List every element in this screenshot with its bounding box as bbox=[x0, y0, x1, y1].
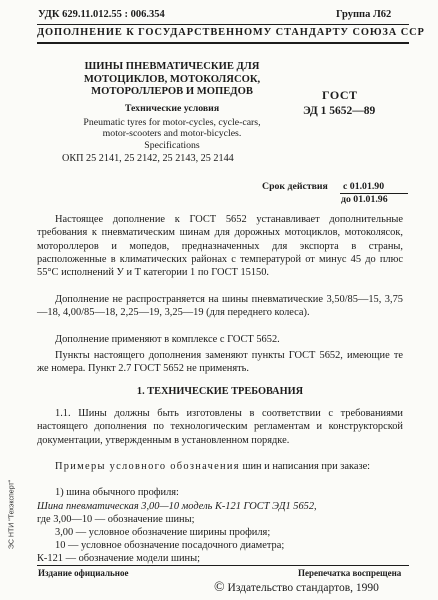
examples-spaced: Примеры условного обозначения bbox=[55, 461, 240, 472]
title-line-3: МОТОРОЛЛЕРОВ И МОПЕДОВ bbox=[91, 86, 253, 97]
examples-rest: шин и написания при заказе: bbox=[239, 461, 371, 472]
title-en-line-2: motor-scooters and motor-bicycles. bbox=[102, 128, 242, 140]
intro-paragraph-2: Дополнение не распространяется на шины пневматические 3,50/85—15, 3,75—18, 4,00/85—18, 2,25—19, 3,25—19 (для переднего колеса). bbox=[37, 294, 403, 319]
edition-label: Издание официальное bbox=[38, 568, 129, 578]
validity-to: до 01.01.96 bbox=[341, 194, 388, 205]
title-en-line-1: Pneumatic tyres for motor-cycles, cycle-cars, bbox=[83, 117, 261, 128]
example-designation: Шина пневматическая 3,00—10 модель К-121 ГОСТ ЭД1 5652, bbox=[37, 501, 317, 512]
section-paragraph-1: 1.1. Шины должны быть изготовлены в соответствии с требованиями настоящего дополнения по технологическим регламентам и конструкторской документации, утвержденным в установленном порядке. bbox=[37, 408, 403, 446]
title-line-1: ШИНЫ ПНЕВМАТИЧЕСКИЕ ДЛЯ bbox=[84, 61, 260, 72]
reprint-notice: Перепечатка воспрещена bbox=[298, 568, 402, 578]
gost-label: ГОСТ bbox=[322, 88, 358, 102]
item-1: 1) шина обычного профиля: bbox=[55, 487, 179, 498]
header-rule-top bbox=[37, 24, 409, 25]
copyright-text: Издательство стандартов, 1990 bbox=[227, 582, 379, 594]
example-line-b: 10 — условное обозначение посадочного диаметра; bbox=[55, 540, 285, 551]
intro-paragraph-3: Дополнение применяют в комплексе с ГОСТ 5652. bbox=[55, 334, 280, 345]
copyright-symbol: © bbox=[214, 580, 225, 595]
okp-codes: ОКП 25 2141, 25 2142, 25 2143, 25 2144 bbox=[62, 153, 234, 164]
title-en-line-3: Specifications bbox=[144, 139, 200, 151]
example-line-c: К-121 — обозначение модели шины; bbox=[37, 553, 200, 564]
intro-paragraph-1: Настоящее дополнение к ГОСТ 5652 устанавливает дополнительные требования к пневматическим шинам для дорожных мотоциклов, мотоколясок, мотороллеров и мопедов, предназначенных для экспорта в страны, расположенные в климатических районах с температурой от минус 45 до плюс 55°С исполнений У и Т категории 1 по ГОСТ 15150. bbox=[37, 214, 403, 279]
copyright-line bbox=[214, 580, 379, 596]
intro-paragraph-4: Пункты настоящего дополнения заменяют пункты ГОСТ 5652, имеющие те же номера. Пункт 2.7 ГОСТ 5652 не применять. bbox=[37, 350, 403, 375]
side-stamp: ЭС НТИ "Техэксперт" bbox=[8, 479, 16, 550]
example-line-a: 3,00 — условное обозначение ширины профиля; bbox=[55, 527, 271, 538]
gost-number: ЭД 1 5652—89 bbox=[303, 105, 376, 117]
header-rule-bottom bbox=[37, 42, 409, 44]
examples-heading bbox=[37, 460, 403, 473]
example-where: где 3,00—10 — обозначение шины; bbox=[37, 514, 195, 525]
section-heading: 1. ТЕХНИЧЕСКИЕ ТРЕБОВАНИЯ bbox=[136, 386, 304, 397]
footer-rule bbox=[37, 565, 409, 566]
title-subtitle: Технические условия bbox=[124, 103, 220, 114]
title-russian bbox=[62, 61, 282, 99]
group-code: Группа Л62 bbox=[336, 9, 392, 20]
validity-label: Срок действия bbox=[262, 181, 328, 192]
validity-from: с 01.01.90 bbox=[343, 181, 385, 192]
udk-code: УДК 629.11.012.55 : 006.354 bbox=[38, 9, 165, 20]
supplement-line: ДОПОЛНЕНИЕ К ГОСУДАРСТВЕННОМУ СТАНДАРТУ СОЮЗА ССР bbox=[37, 27, 425, 38]
title-english bbox=[62, 117, 282, 151]
title-line-2: МОТОЦИКЛОВ, МОТОКОЛЯСОК, bbox=[83, 73, 261, 85]
